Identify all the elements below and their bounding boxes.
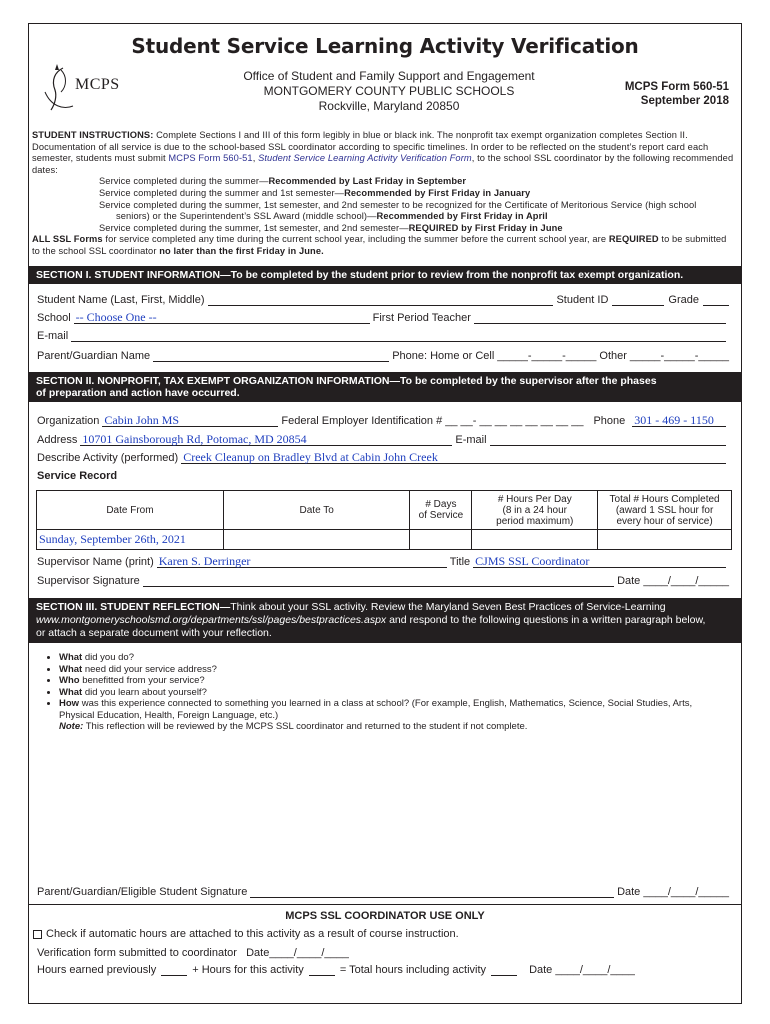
hours-total-field[interactable] [491, 964, 517, 976]
office-block [209, 69, 569, 114]
mcps-logo [41, 62, 151, 116]
describe-row [37, 452, 729, 464]
service-record-heading: Service Record [37, 470, 118, 482]
deadline-1: Service completed during the summer—Recommended by Last Friday in September [99, 176, 467, 187]
form-title: Student Service Learning Activity Verification [131, 34, 639, 58]
other-phone-field[interactable]: _____-_____-_____ [629, 350, 729, 362]
section1-header: SECTION I. STUDENT INFORMATION—To be completed by the student prior to review from the nonprofit tax exempt organization. [29, 266, 741, 284]
auto-hours-checkbox[interactable] [33, 930, 42, 939]
verification-row[interactable]: Verification form submitted to coordinator Date____/____/____ [37, 947, 349, 959]
guardian-field[interactable] [153, 350, 389, 362]
student-id-field[interactable] [612, 294, 664, 306]
guardian-row [37, 350, 729, 362]
student-name-field[interactable] [208, 294, 554, 306]
supervisor-name-label: Supervisor Name (print) [37, 556, 154, 568]
coordinator-title: MCPS SSL COORDINATOR USE ONLY [285, 910, 485, 922]
org-email-label: E-mail [455, 434, 487, 446]
days-cell[interactable] [410, 530, 472, 550]
org-phone-label: Phone [593, 415, 626, 427]
student-instructions [32, 130, 735, 258]
email-row [37, 330, 729, 342]
form-title-link[interactable]: Student Service Learning Activity Verification Form [258, 153, 472, 164]
deadline-3-cont: seniors) or the Superintendent’s SSL Award (middle school)—Recommended by First Friday in April [116, 211, 548, 222]
total-hours-cell[interactable] [598, 530, 732, 550]
hours-per-day-cell[interactable] [472, 530, 598, 550]
student-name-label: Student Name (Last, First, Middle) [37, 294, 205, 306]
supervisor-title-label: Title [449, 556, 471, 568]
service-record-table [36, 490, 732, 550]
date-to-cell[interactable] [223, 530, 410, 550]
reflection-questions [45, 652, 729, 733]
org-phone-field[interactable] [632, 415, 726, 427]
describe-value: Creek Cleanup on Bradley Blvd at Cabin John Creek [183, 450, 438, 464]
coordinator-date-field[interactable]: Date ____/____/____ [529, 964, 635, 976]
school-row [37, 312, 729, 324]
hours-total-label: = Total hours including activity [339, 964, 487, 976]
student-signature-field[interactable] [250, 886, 614, 898]
supervisor-signature-label: Supervisor Signature [37, 575, 140, 587]
form-sheet [28, 23, 742, 1004]
guardian-phone-field[interactable]: _____-_____-_____ [497, 350, 597, 362]
col-date-to: Date To [223, 491, 410, 530]
hours-previous-label: Hours earned previously [37, 964, 157, 976]
describe-field[interactable] [181, 452, 726, 464]
grade-label: Grade [668, 294, 699, 306]
address-value: 10701 Gainsborough Rd, Potomac, MD 20854 [82, 432, 307, 446]
first-period-field[interactable] [474, 312, 726, 324]
describe-label: Describe Activity (performed) [37, 452, 179, 464]
auto-hours-label: Check if automatic hours are attached to this activity as a result of course instruction. [46, 928, 459, 940]
supervisor-name-value: Karen S. Derringer [158, 554, 251, 568]
student-signature-label: Parent/Guardian/Eligible Student Signature [37, 886, 248, 898]
district-name: MONTGOMERY COUNTY PUBLIC SCHOOLS [263, 84, 515, 98]
school-select-value: -- Choose One -- [75, 310, 157, 324]
col-days: # Days of Service [410, 491, 472, 530]
address-row [37, 434, 729, 446]
supervisor-name-row [37, 556, 729, 568]
other-phone-label: Other [599, 350, 627, 362]
student-id-label: Student ID [556, 294, 609, 306]
organization-value: Cabin John MS [104, 413, 180, 427]
all-forms-note: ALL SSL Forms for service completed any time during the current school year, including the summer before the current school year, are REQUIRED to be submitted to the school SSL coordinator no later than the first Friday in June. [32, 234, 727, 256]
question-who-benefitted: • Who benefitted from your service? [59, 675, 729, 687]
torch-icon [41, 62, 75, 116]
student-email-field[interactable] [71, 330, 726, 342]
student-date-field[interactable]: Date ____/____/_____ [617, 886, 729, 898]
logo-text: MCPS [75, 76, 120, 93]
section3-header: SECTION III. STUDENT REFLECTION—Think about your SSL activity. Review the Maryland Seven Best Practices of Service-Learning www.montgomeryschoolsmd.org/departments/ssl/pages/bestpractices.aspx and respond to the following questions in a written paragraph below, or attach a separate document with your reflection. [29, 598, 741, 643]
organization-field[interactable] [102, 415, 278, 427]
date-from-cell[interactable] [37, 530, 224, 550]
form-link[interactable]: MCPS Form 560-51 [168, 153, 253, 164]
district-location: Rockville, Maryland 20850 [318, 99, 460, 113]
school-select[interactable] [74, 312, 370, 324]
form-number-block [625, 80, 729, 108]
question-what-need: • What need did your service address? [59, 664, 729, 676]
supervisor-date-field[interactable]: Date ____/____/_____ [617, 575, 729, 587]
instructions-text: Complete Sections I and III of this form legibly in blue or black ink. The nonprofit tax exempt organization completes Section II. Documentation of all service is due to the school-based SSL coordinator according to specific timelines. In order to be reflected on the student’s report card each semester, students must submit [32, 130, 709, 164]
hours-row [37, 964, 729, 976]
auto-hours-row [33, 928, 459, 940]
best-practices-link[interactable]: www.montgomeryschoolsmd.org/departments/ssl/pages/bestpractices.aspx [36, 614, 387, 626]
supervisor-title-field[interactable] [473, 556, 726, 568]
first-period-label: First Period Teacher [372, 312, 471, 324]
hours-previous-field[interactable] [161, 964, 187, 976]
deadline-4: Service completed during the summer, 1st semester, and 2nd semester—REQUIRED by First Friday in June [99, 222, 563, 233]
col-total-hours: Total # Hours Completed (award 1 SSL hour for every hour of service) [598, 491, 732, 530]
service-record-header-row [37, 491, 732, 530]
question-what-did: • What did you do? [59, 652, 729, 664]
office-name: Office of Student and Family Support and Engagement [243, 69, 535, 83]
instructions-comma: , [252, 153, 259, 164]
col-hours-per-day: # Hours Per Day (8 in a 24 hour period maximum) [472, 491, 598, 530]
grade-field[interactable] [703, 294, 729, 306]
deadline-3: Service completed during the summer, 1st semester, and 2nd semester to be recognized for the Certificate of Meritorious Service (high school [99, 199, 697, 210]
supervisor-signature-row [37, 575, 729, 587]
organization-label: Organization [37, 415, 100, 427]
col-date-from: Date From [37, 491, 224, 530]
instructions-lead: STUDENT INSTRUCTIONS: [32, 130, 154, 140]
student-email-label: E-mail [37, 330, 69, 342]
supervisor-name-field[interactable] [157, 556, 447, 568]
form-date: September 2018 [640, 95, 729, 107]
organization-row [37, 415, 729, 427]
hours-activity-label: + Hours for this activity [192, 964, 304, 976]
coordinator-divider [29, 904, 741, 905]
instructions-text-end: , to the school SSL coordinator by the following recommended dates: [32, 153, 734, 175]
supervisor-title-value: CJMS SSL Coordinator [475, 554, 590, 568]
date-from-value: Sunday, September 26th, 2021 [39, 531, 186, 546]
org-email-field[interactable] [490, 434, 726, 446]
address-field[interactable] [80, 434, 452, 446]
fein-label[interactable]: Federal Employer Identification # __ __- __ __ __ __ __ __ __ [281, 415, 584, 427]
reflection-textarea[interactable] [37, 726, 729, 876]
service-record-row [37, 530, 732, 550]
hours-activity-field[interactable] [309, 964, 335, 976]
org-phone-value: 301 - 469 - 1150 [634, 413, 714, 427]
question-what-learn: • What did you learn about yourself? [59, 687, 729, 699]
school-label: School [37, 312, 71, 324]
form-number: MCPS Form 560-51 [624, 81, 729, 93]
guardian-phone-label: Phone: Home or Cell [392, 350, 495, 362]
student-name-row [37, 294, 729, 306]
student-signature-row [37, 886, 729, 898]
deadline-2: Service completed during the summer and 1st semester—Recommended by First Friday in January [99, 187, 531, 198]
section2-header: SECTION II. NONPROFIT, TAX EXEMPT ORGANIZATION INFORMATION—To be completed by the supervisor after the phases of preparation and action have occurred. [29, 372, 741, 402]
question-how-connected: • How was this experience connected to something you learned in a class at school? (For example, English, Mathematics, Science, Social Studies, Arts, Physical Education, Health, Foreign Language, etc.) [59, 698, 729, 721]
supervisor-signature-field[interactable] [143, 575, 614, 587]
guardian-label: Parent/Guardian Name [37, 350, 151, 362]
reflection-note: Note: This reflection will be reviewed by the MCPS SSL coordinator and returned to the student if not complete. [59, 721, 528, 732]
address-label: Address [37, 434, 78, 446]
